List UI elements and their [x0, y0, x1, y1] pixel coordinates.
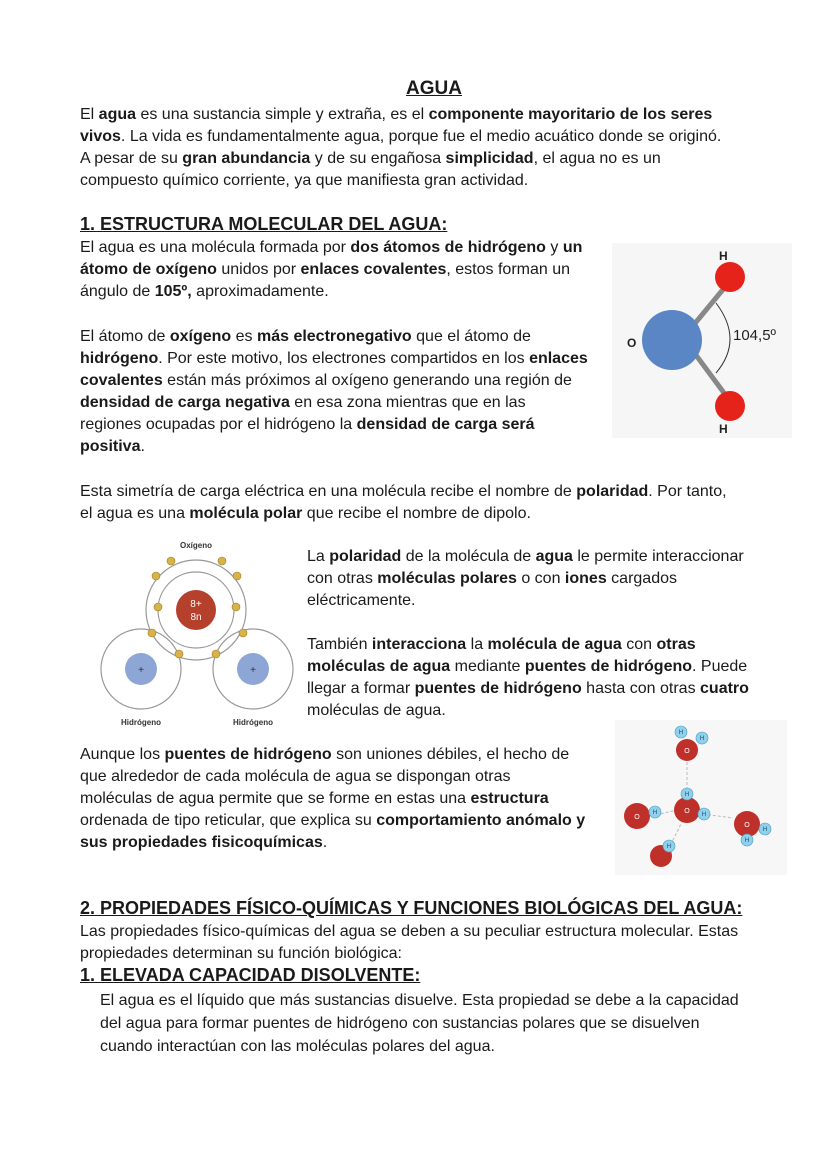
o-label: O [634, 814, 640, 821]
text-line [307, 590, 744, 612]
paragraph-interaction [307, 546, 744, 612]
text: que el átomo de [411, 328, 531, 345]
bold-text: densidad de carga será [356, 416, 535, 433]
bold-text: moléculas de agua [307, 658, 451, 675]
text: moléculas de agua. [307, 702, 446, 719]
bold-text: oxígeno [169, 328, 232, 345]
bold-text: covalentes [80, 372, 163, 389]
bold-text: sus propiedades fisicoquímicas [80, 834, 323, 851]
text-line [80, 481, 727, 503]
text: cuando interactúan con las moléculas polares del agua. [100, 1038, 495, 1055]
bold-text: estructura [470, 790, 549, 807]
text-line [80, 744, 585, 766]
text: de la molécula de [401, 548, 536, 565]
text: Esta simetría de carga eléctrica en una molécula recibe el nombre de [80, 483, 577, 500]
bold-text: molécula polar [189, 505, 303, 522]
text: del agua para formar puentes de hidrógeno con sustancias polares que se disuelven [100, 1015, 700, 1032]
text: También [307, 636, 372, 653]
text: el agua es una [80, 505, 190, 522]
text: unidos por [216, 261, 301, 278]
bold-text: interacciona [371, 636, 467, 653]
bold-text: moléculas polares [377, 570, 517, 587]
hydrogen-label: Hidrógeno [121, 718, 161, 727]
text-line [100, 1012, 739, 1035]
o-label: O [744, 822, 750, 829]
text: , estos forman un [446, 261, 571, 278]
bold-text: cuatro [700, 680, 749, 697]
paragraph-lattice [80, 744, 585, 854]
section-2-heading: 2. PROPIEDADES FÍSICO-QUÍMICAS Y FUNCIONES BIOLÓGICAS DEL AGUA: [80, 898, 743, 918]
text-line [80, 370, 588, 392]
bold-text: enlaces [529, 350, 588, 367]
text-line [80, 810, 585, 832]
h-label: H [652, 810, 658, 816]
bold-text: polaridad [329, 548, 402, 565]
text: regiones ocupadas por el hidrógeno la [80, 416, 357, 433]
text: es [231, 328, 257, 345]
text: El agua es el líquido que más sustancias disuelve. Esta propiedad se debe a la capacidad [100, 992, 739, 1009]
text-line [80, 832, 585, 854]
bold-text: puentes de hidrógeno [164, 746, 332, 763]
text-line [307, 634, 749, 656]
paragraph-solvent [100, 989, 739, 1058]
bold-text: enlaces covalentes [300, 261, 447, 278]
document-title: AGUA [406, 78, 462, 99]
bold-text: simplicidad [445, 150, 534, 167]
bold-text: comportamiento anómalo y [376, 812, 586, 829]
bold-text: gran abundancia [182, 150, 311, 167]
text: La [307, 548, 330, 565]
text: cargados [606, 570, 677, 587]
text-line [80, 414, 588, 436]
subheading-solvent-capacity: 1. ELEVADA CAPACIDAD DISOLVENTE: [80, 965, 421, 985]
text: están más próximos al oxígeno generando una región de [162, 372, 572, 389]
hydrogen-bond-network-diagram [615, 720, 787, 875]
text: eléctricamente. [307, 592, 416, 609]
text-line [307, 700, 749, 722]
bold-text: átomo de oxígeno [80, 261, 217, 278]
text-line [307, 546, 744, 568]
text: y de su engañosa [310, 150, 446, 167]
bold-text: más electronegativo [256, 328, 412, 345]
o-label: O [684, 748, 690, 755]
intro-paragraph [80, 104, 721, 192]
text: con otras [307, 570, 378, 587]
bold-text: vivos [80, 128, 121, 145]
paragraph-electronegativity [80, 326, 588, 458]
text-line [80, 281, 582, 303]
text: Aunque los [80, 746, 165, 763]
text-line [80, 392, 588, 414]
text: que alrededor de cada molécula de agua se dispongan otras [80, 768, 511, 785]
bold-text: agua [535, 548, 573, 565]
text-line [100, 1035, 739, 1058]
bold-text: puentes de hidrógeno [414, 680, 582, 697]
paragraph-structure [80, 237, 582, 303]
text-line [307, 656, 749, 678]
text: ordenada de tipo reticular, que explica su [80, 812, 377, 829]
text-line [80, 326, 588, 348]
oxygen-label: Oxígeno [179, 541, 213, 550]
text-line [80, 943, 738, 965]
text: . Por este motivo, los electrones compartidos en los [158, 350, 530, 367]
text: ángulo de [80, 283, 155, 300]
text-line [80, 921, 738, 943]
text-line [80, 788, 585, 810]
text-line [307, 678, 749, 700]
bold-text: iones [564, 570, 607, 587]
text: El agua es una molécula formada por [80, 239, 351, 256]
text-line [307, 568, 744, 590]
bold-text: densidad de carga negativa [80, 394, 290, 411]
text-line [100, 989, 739, 1012]
bold-text: molécula de agua [487, 636, 622, 653]
text: que recibe el nombre de dipolo. [302, 505, 531, 522]
text: la [466, 636, 488, 653]
text: . Puede [692, 658, 748, 675]
text-line [80, 104, 721, 126]
plus-label: + [250, 665, 256, 676]
text: o con [516, 570, 565, 587]
text: , el agua no es un [533, 150, 661, 167]
h-label: H [744, 838, 750, 844]
text: A pesar de su [80, 150, 183, 167]
o-label: O [627, 336, 637, 350]
text: El átomo de [80, 328, 170, 345]
text: es una sustancia simple y extraña, es el [136, 106, 429, 123]
neutrons-label: 8n [190, 612, 202, 623]
text: . [322, 834, 328, 851]
text-line [80, 259, 582, 281]
o-label: O [684, 808, 690, 815]
bold-text: otras [656, 636, 696, 653]
text: le permite interaccionar [572, 548, 744, 565]
text-line [80, 237, 582, 259]
paragraph-properties-intro [80, 921, 738, 965]
text-line [80, 348, 588, 370]
text: moléculas de agua permite que se forme en estas una [80, 790, 471, 807]
h-label: H [684, 792, 690, 798]
h-label: H [666, 844, 672, 850]
bold-text: positiva [80, 438, 141, 455]
text: Las propiedades físico-químicas del agua se deben a su peculiar estructura molecular. Estas [80, 923, 739, 940]
h-label: H [678, 730, 684, 736]
text: llegar a formar [307, 680, 415, 697]
text: propiedades determinan su función biológica: [80, 945, 402, 962]
h-label: H [701, 812, 707, 818]
paragraph-polarity [80, 481, 727, 525]
bold-text: un [562, 239, 583, 256]
bold-text: agua [98, 106, 137, 123]
text-line [80, 436, 588, 458]
text: aproximadamente. [191, 283, 329, 300]
text-line [80, 170, 721, 192]
h-label: H [762, 827, 768, 833]
text: . [140, 438, 145, 455]
bold-text: 105º, [154, 283, 192, 300]
text: son uniones débiles, el hecho de [331, 746, 570, 763]
text: en esa zona mientras que en las [289, 394, 526, 411]
protons-label: 8+ [190, 599, 202, 610]
section-1-heading: 1. ESTRUCTURA MOLECULAR DEL AGUA: [80, 214, 448, 234]
text: y [545, 239, 563, 256]
bold-text: dos átomos de hidrógeno [350, 239, 546, 256]
text: . Por tanto, [648, 483, 727, 500]
h-label: H [719, 249, 728, 263]
text-line [80, 503, 727, 525]
text-line [80, 148, 721, 170]
paragraph-hydrogen-bonds [307, 634, 749, 722]
bold-text: puentes de hidrógeno [524, 658, 693, 675]
text: . La vida es fundamentalmente agua, porque fue el medio acuático donde se originó. [120, 128, 722, 145]
text: El [80, 106, 99, 123]
h-label: H [699, 736, 705, 742]
bold-text: hidrógeno [80, 350, 159, 367]
hydrogen-label: Hidrógeno [233, 718, 273, 727]
text: mediante [450, 658, 525, 675]
text: hasta con otras [581, 680, 701, 697]
text-line [80, 766, 585, 788]
text: compuesto químico corriente, ya que manifiesta gran actividad. [80, 172, 529, 189]
water-atoms-orbital-diagram [100, 535, 300, 730]
text-line [80, 126, 721, 148]
water-molecule-angle-diagram [612, 243, 792, 438]
bold-text: componente mayoritario de los seres [428, 106, 713, 123]
angle-label: 104,5º [733, 327, 777, 344]
bold-text: polaridad [576, 483, 649, 500]
h-label: H [719, 422, 728, 436]
text: con [621, 636, 657, 653]
plus-label: + [138, 665, 144, 676]
